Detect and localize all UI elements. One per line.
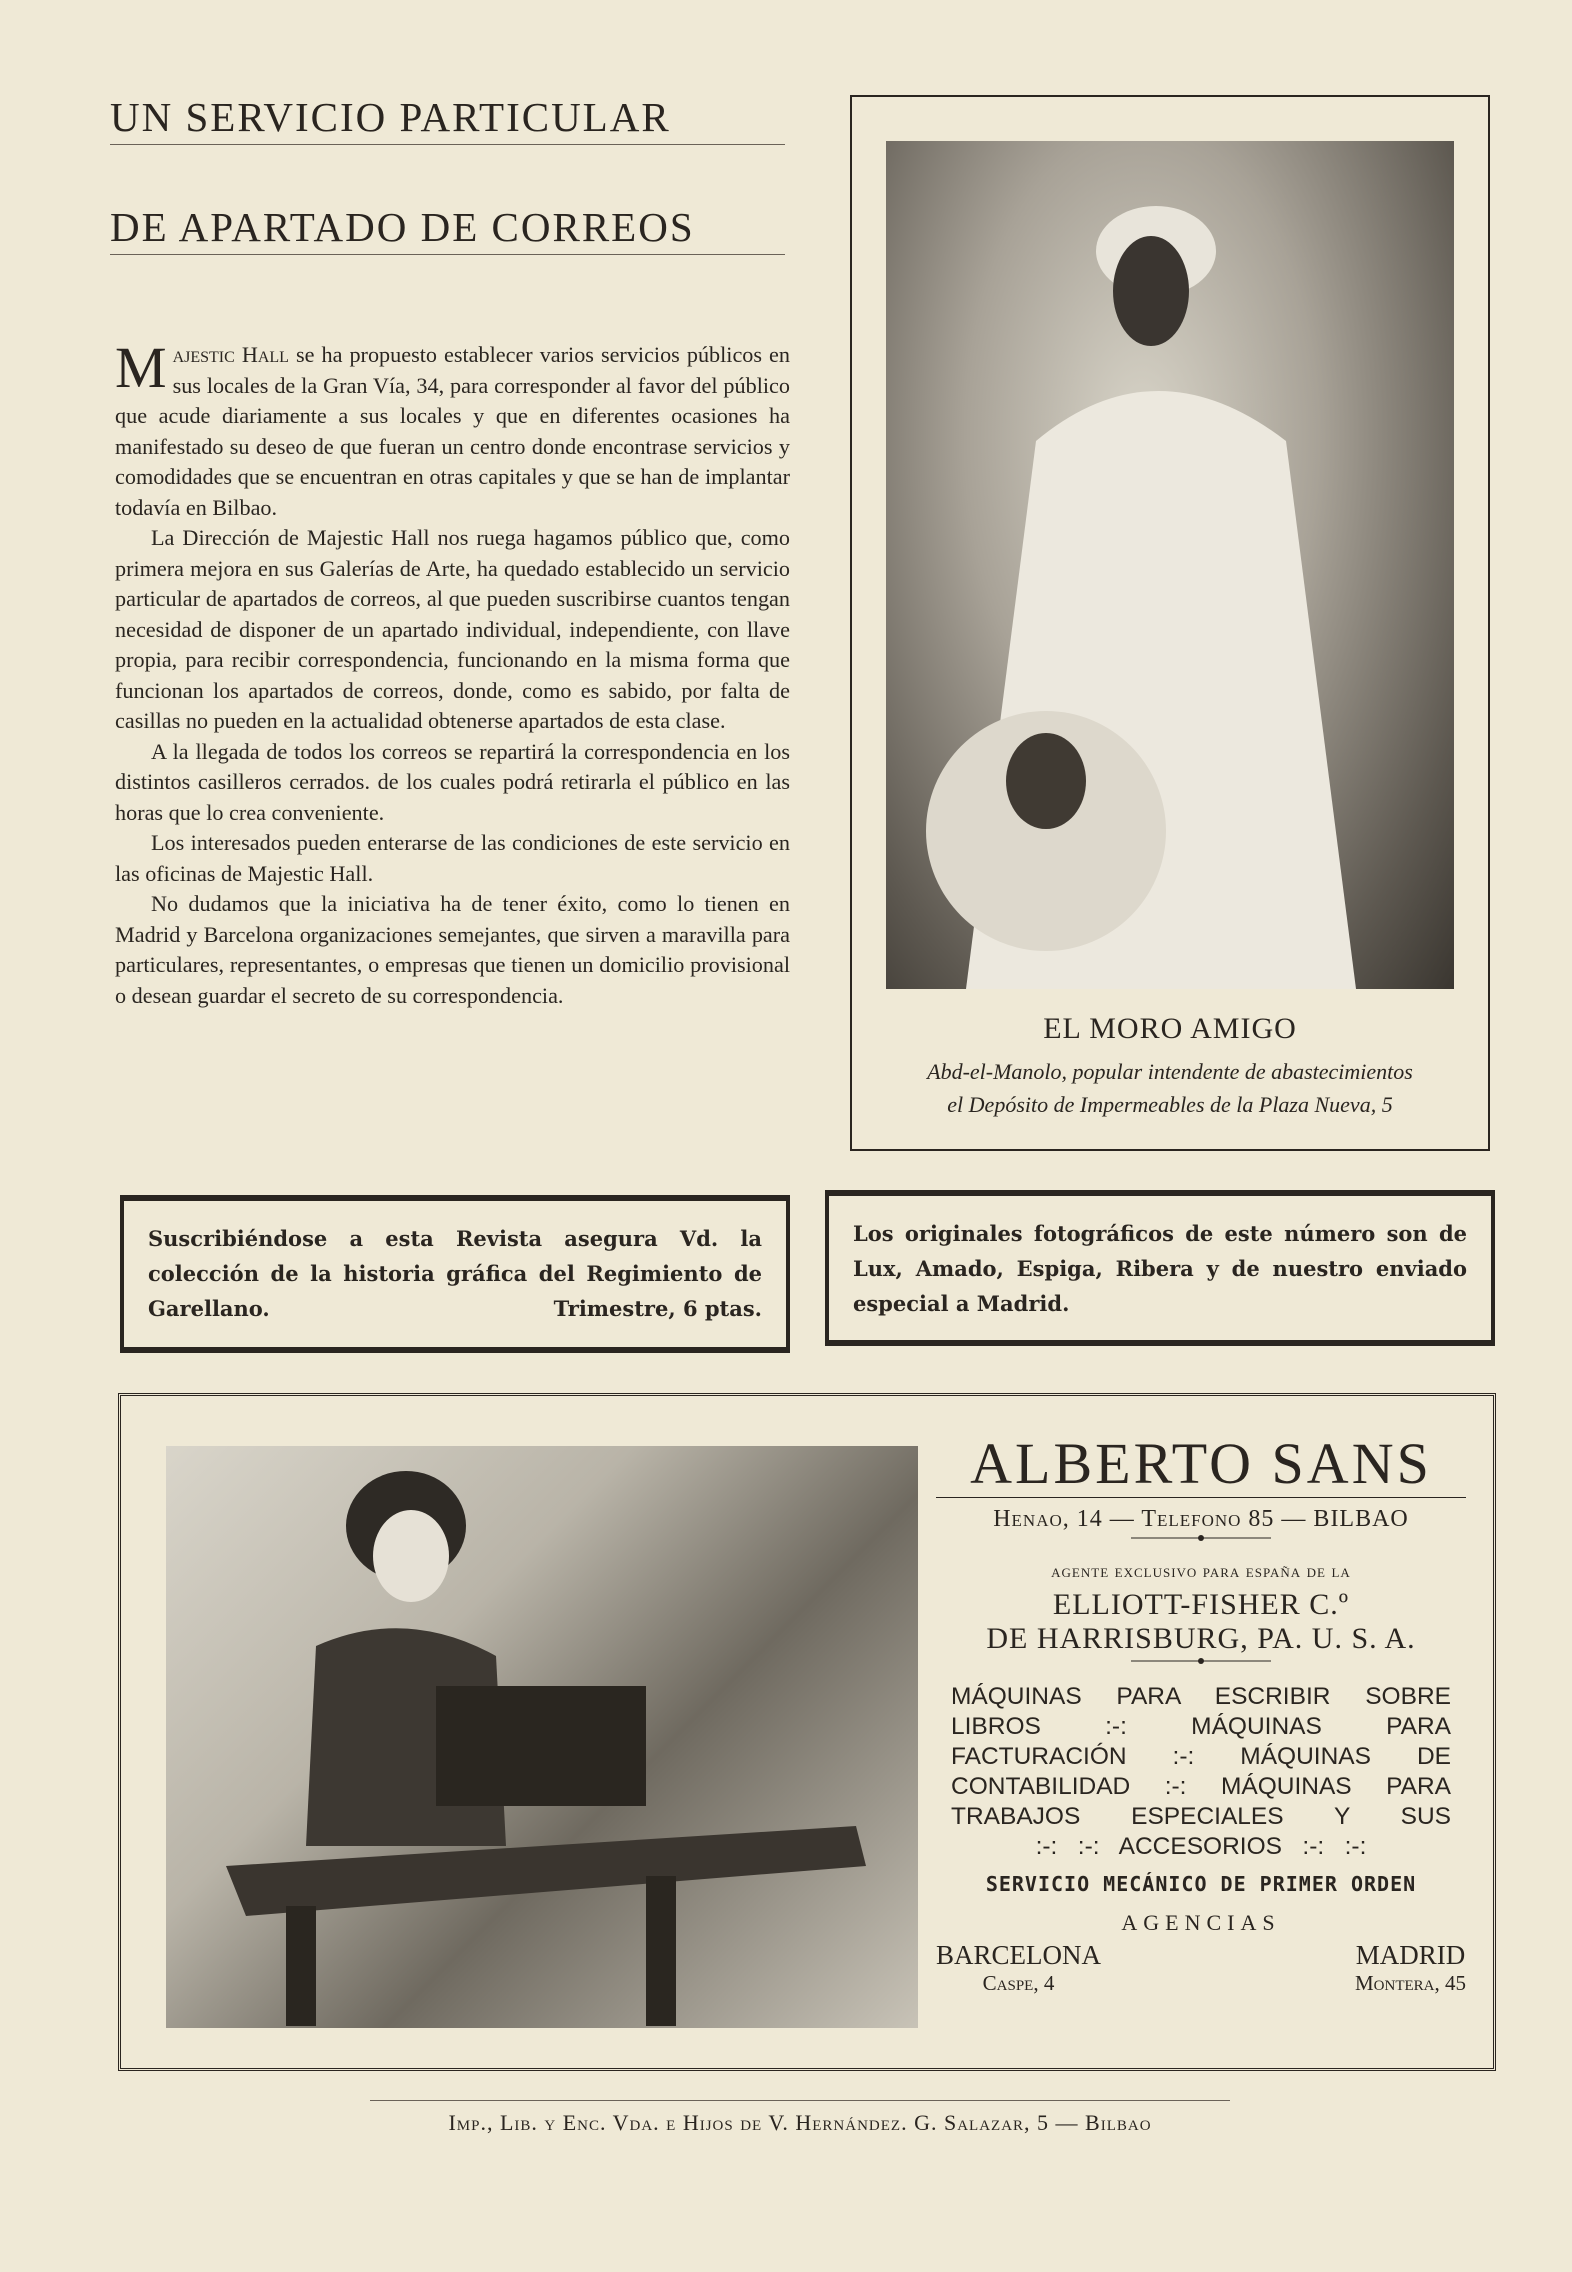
ad-company-line1: ELLIOTT-FISHER C.º [1052, 1588, 1350, 1621]
lead-smallcaps: ajestic Hall [172, 342, 289, 367]
ad-text [936, 1431, 1466, 1996]
photo-credits-notice [825, 1190, 1495, 1346]
advertisement [118, 1393, 1496, 2071]
ad-service: SERVICIO MECÁNICO DE PRIMER ORDEN [985, 1872, 1417, 1896]
ad-products: MÁQUINAS PARA ESCRIBIR SOBRE LIBROS :-: MÁQUINAS PARA FACTURACIÓN :-: MÁQUINAS DE CONTABILIDAD :-: MÁQUINAS PARA TRABAJOS ESPECIALES Y SUS [951, 1683, 1451, 1830]
ad-address: Henao, 14 — Telefono 85 — BILBAO [993, 1506, 1409, 1532]
portrait-figure-icon [886, 141, 1454, 989]
agency-city: MADRID [1355, 1940, 1466, 1970]
agency-address: Montera, 45 [1355, 1971, 1466, 1995]
article-body [115, 335, 790, 1011]
article-paragraph: Los interesados pueden enterarse de las condiciones de este servicio en las oficinas de Majestic Hall. [115, 830, 790, 886]
drop-cap: M [115, 335, 167, 400]
portrait-photo [886, 141, 1454, 989]
typist-photo [166, 1446, 918, 2028]
article-paragraph: No dudamos que la iniciativa ha de tener éxito, como lo tienen en Madrid y Barcelona organizaciones semejantes, que sirven a maravilla para particulares, representantes, o empresas que tienen un domicilio provisional o desean guardar el secreto de su correspondencia. [115, 891, 790, 1008]
article-paragraph [115, 335, 790, 523]
photo-caption-line1: Abd-el-Manolo, popular intendente de abastecimientos [927, 1059, 1413, 1084]
paragraph-text: se ha propuesto establecer varios servicios públicos en sus locales de la Gran Vía, 34, para corresponder al favor del público que acude diariamente a sus locales y que en diferentes ocasiones ha manifestado su deseo de que fueran un centro donde encontrase servicios y comodidades que se encuentran en otras capitales y que se han de implantar todavía en Bilbao. [115, 342, 790, 520]
subscription-price: Trimestre, 6 ptas. [553, 1296, 762, 1321]
subscription-text: Suscribiéndose a esta Revista asegura Vd. la colección de la historia gráfica del Regimiento de Garellano. [148, 1226, 762, 1321]
footer-rule [370, 2100, 1230, 2101]
ad-company-line2: DE HARRISBURG, PA. U. S. A. [986, 1622, 1416, 1655]
ad-brand: ALBERTO SANS [936, 1431, 1466, 1498]
typewriter-illustration-icon [166, 1446, 918, 2028]
agency-madrid [1355, 1940, 1466, 1996]
photo-frame [850, 95, 1490, 1151]
article-paragraph: A la llegada de todos los correos se repartirá la correspondencia en los distintos casilleros cerrados. de los cuales podrá retirarla el público en las horas que lo crea conveniente. [115, 738, 790, 825]
ad-agent: agente exclusivo para españa de la [1051, 1561, 1351, 1581]
credits-text: Los originales fotográficos de este número son de Lux, Amado, Espiga, Ribera y de nuestro enviado especial a Madrid. [853, 1221, 1467, 1316]
ad-agencies-title: AGENCIAS [1121, 1910, 1281, 1935]
photo-caption-line2: el Depósito de Impermeables de la Plaza Nueva, 5 [947, 1092, 1393, 1117]
agency-city: BARCELONA [936, 1940, 1102, 1970]
agency-barcelona [936, 1940, 1101, 1996]
article-title-line2: DE APARTADO DE CORREOS [110, 205, 785, 255]
ornament-divider-icon [1131, 1533, 1271, 1543]
photo-title: EL MORO AMIGO [1043, 1012, 1297, 1045]
article-title-line1: UN SERVICIO PARTICULAR [110, 95, 785, 145]
printer-footer: Imp., Lib. y Enc. Vda. e Hijos de V. Hernández. G. Salazar, 5 — Bilbao [448, 2110, 1152, 2135]
article-paragraph: La Dirección de Majestic Hall nos ruega hagamos público que, como primera mejora en sus Galerías de Arte, ha quedado establecido un servicio particular de apartados de correos, al que pueden suscribirse cuantos tengan necesidad de disponer de un apartado individual, independiente, con llave propia, para recibir correspondencia, funcionando en la misma forma que funcionan los apartados de correos, donde, como es sabido, por falta de casillas no pueden en la actualidad obtenerse apartados de esta clase. [115, 525, 790, 733]
ad-products-last: :-: :-: ACCESORIOS :-: :-: [1035, 1833, 1367, 1860]
ad-agencies [936, 1940, 1466, 1996]
subscription-notice [120, 1195, 790, 1353]
ornament-divider-icon [1131, 1656, 1271, 1666]
agency-address: Caspe, 4 [982, 1971, 1055, 1995]
